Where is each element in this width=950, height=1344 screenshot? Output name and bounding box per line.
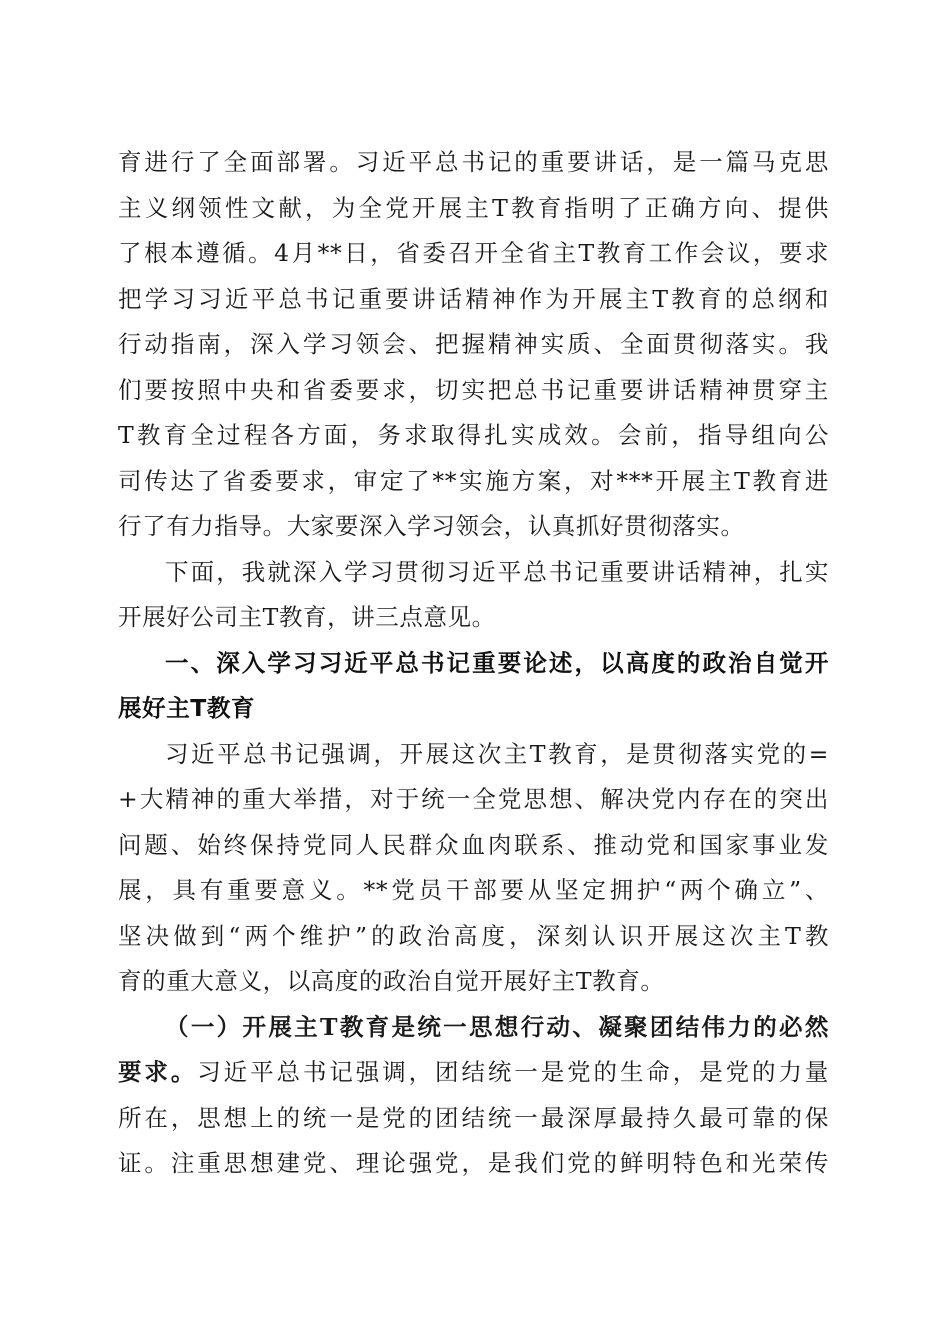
- line-3: 了根本遵循。4月**日，省委召开全省主T教育工作会议，要求: [118, 239, 829, 267]
- line-9: 行了有力指导。大家要深入学习领会，认真抓好贯彻落实。: [118, 512, 745, 540]
- line-5: 行动指南，深入学习领会、把握精神实质、全面贯彻落实。我: [118, 330, 829, 358]
- line-7: T教育全过程各方面，务求取得扎实成效。会前，指导组向公: [118, 421, 829, 449]
- line-1: 育进行了全面部署。习近平总书记的重要讲话，是一篇马克思: [118, 148, 829, 176]
- line-10: 下面，我就深入学习贯彻习近平总书记重要讲话精神，扎实: [165, 558, 829, 586]
- line-6: 们要按照中央和省委要求，切实把总书记重要讲话精神贯穿主: [118, 376, 829, 404]
- line-17: 展，具有重要意义。**党员干部要从坚定拥护“两个确立”、: [118, 876, 829, 904]
- line-21: 要求。习近平总书记强调，团结统一是党的生命，是党的力量: [118, 1058, 829, 1086]
- line-18: 坚决做到“两个维护”的政治高度，深刻认识开展这次主T教: [118, 922, 829, 950]
- line-16: 问题、始终保持党同人民群众血肉联系、推动党和国家事业发: [118, 831, 829, 859]
- line-2: 主义纲领性文献，为全党开展主T教育指明了正确方向、提供: [118, 194, 829, 222]
- line-22: 所在，思想上的统一是党的团结统一最深厚最持久最可靠的保: [118, 1104, 829, 1132]
- line-4: 把学习习近平总书记重要讲话精神作为开展主T教育的总纲和: [118, 285, 829, 313]
- subsection-heading-tail: 要求。: [118, 1058, 198, 1086]
- subsection-heading-line: （一）开展主T教育是统一思想行动、凝聚团结伟力的必然: [165, 1013, 829, 1041]
- line-15: +大精神的重大举措，对于统一全党思想、解决党内存在的突出: [118, 785, 829, 813]
- line-11: 开展好公司主T教育，讲三点意见。: [118, 603, 496, 631]
- line-8: 司传达了省委要求，审定了**实施方案，对***开展主T教育进: [118, 467, 829, 495]
- line-19: 育的重大意义，以高度的政治自觉开展好主T教育。: [118, 967, 665, 995]
- section-heading-line-2: 展好主T教育: [118, 694, 256, 722]
- line-23: 证。注重思想建党、理论强党，是我们党的鲜明特色和光荣传: [118, 1149, 829, 1177]
- line-14: 习近平总书记强调，开展这次主T教育，是贯彻落实党的=: [165, 740, 829, 768]
- section-heading-line-1: 一、深入学习习近平总书记重要论述，以高度的政治自觉开: [165, 649, 829, 677]
